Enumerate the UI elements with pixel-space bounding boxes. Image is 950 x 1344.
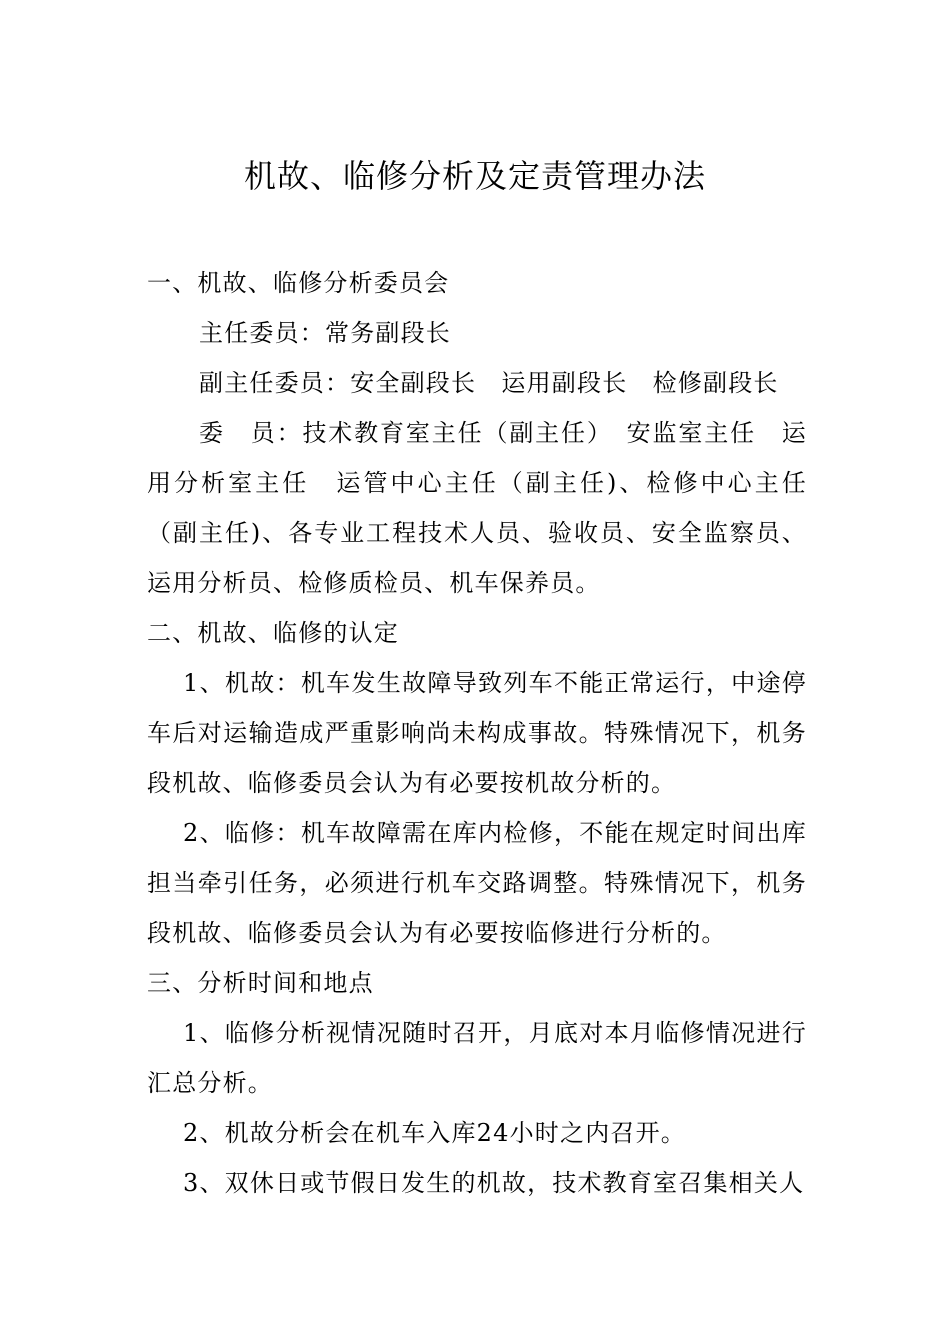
committee-members: 委 员：技术教育室主任（副主任） 安监室主任 运用分析室主任 运管中心主任（副主任)、检修中心主任（副主任)、各专业工程技术人员、验收员、安全监察员、运用分析员、检修质检员、机车保养员。 — [147, 419, 807, 597]
analysis-time-item-3: 3、双休日或节假日发生的机故，技术教育室召集相关人 — [183, 1169, 805, 1197]
definition-temporary-repair: 2、临修：机车故障需在库内检修，不能在规定时间出库担当牵引任务，必须进行机车交路调整。特殊情况下，机务段机故、临修委员会认为有必要按临修进行分析的。 — [147, 819, 807, 947]
definition-failure: 1、机故：机车发生故障导致列车不能正常运行，中途停车后对运输造成严重影响尚未构成事故。特殊情况下，机务段机故、临修委员会认为有必要按机故分析的。 — [147, 669, 807, 797]
document-title: 机故、临修分析及定责管理办法 — [243, 157, 706, 195]
section-3-heading: 三、分析时间和地点 — [147, 969, 374, 997]
analysis-time-item-2: 2、机故分析会在机车入库24小时之内召开。 — [183, 1119, 687, 1147]
section-1-heading: 一、机故、临修分析委员会 — [147, 269, 450, 297]
committee-deputy-directors: 副主任委员：安全副段长 运用副段长 检修副段长 — [199, 369, 779, 397]
committee-director: 主任委员：常务副段长 — [199, 319, 451, 347]
document-body — [147, 258, 807, 1208]
section-2-heading: 二、机故、临修的认定 — [147, 619, 399, 647]
analysis-time-item-1: 1、临修分析视情况随时召开，月底对本月临修情况进行汇总分析。 — [147, 1019, 807, 1097]
